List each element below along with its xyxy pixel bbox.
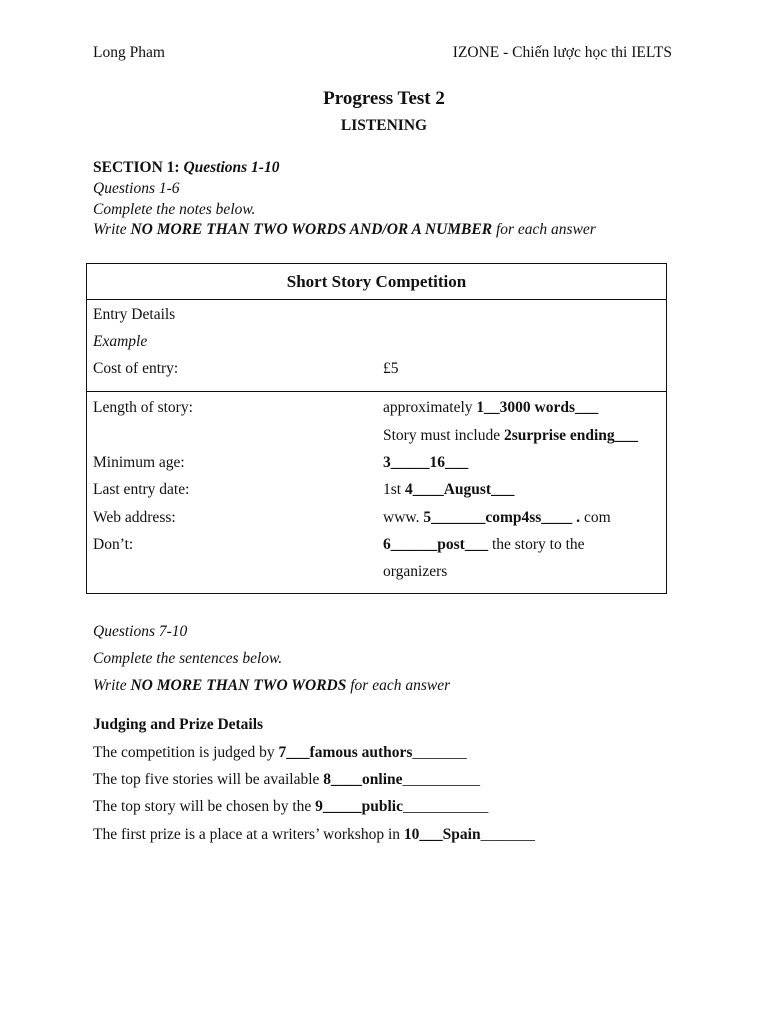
sentence-pre: The competition is judged by — [93, 744, 279, 761]
question-number: 2 — [503, 427, 512, 444]
section1-word-limit — [93, 221, 596, 239]
header-organization: IZONE - Chiến lược học thi IELTS — [452, 44, 672, 61]
sentence-item — [93, 771, 480, 789]
table-divider — [87, 391, 666, 392]
sentence-pre: The first prize is a place at a writers’ workshop in — [93, 826, 404, 843]
answer-text: _______comp4ss____ . — [431, 509, 581, 526]
entry-details-label: Entry Details — [93, 306, 176, 323]
row-answer — [383, 563, 447, 581]
judging-heading: Judging and Prize Details — [93, 716, 264, 733]
cost-label: Cost of entry: — [93, 360, 179, 377]
question-number: 7 — [278, 744, 287, 761]
sentence-post: _______ — [412, 744, 467, 761]
word-limit-bold: NO MORE THAN TWO WORDS — [130, 677, 347, 694]
row-answer — [383, 454, 468, 472]
question-number: 5 — [423, 509, 432, 526]
question-number: 4 — [404, 481, 413, 498]
word-limit-bold: NO MORE THAN TWO WORDS AND/OR A NUMBER — [130, 221, 493, 238]
notes-table — [86, 263, 667, 594]
sentence-pre: The top five stories will be available — [93, 771, 324, 788]
question-number: 10 — [403, 826, 420, 843]
row-pre: approximately — [383, 399, 477, 416]
answer-text: _____public — [322, 798, 403, 815]
row-pre: Story must include — [383, 427, 504, 444]
word-limit-suffix: for each answer — [495, 221, 596, 238]
row-label: Don’t: — [93, 536, 134, 553]
section1-subheading: Questions 1-6 — [93, 180, 180, 197]
answer-text: surprise ending___ — [511, 427, 638, 444]
sentence-item — [93, 744, 467, 762]
row-label: Minimum age: — [93, 454, 185, 471]
row-answer — [383, 481, 514, 499]
sentence-post: ___________ — [402, 798, 489, 815]
answer-text: _____16___ — [390, 454, 469, 471]
row-pre: www. — [383, 509, 424, 526]
word-limit-prefix: Write — [93, 677, 127, 694]
row-label: Length of story: — [93, 399, 193, 416]
question-number: 6 — [383, 536, 391, 553]
row-pre: organizers — [383, 563, 448, 580]
row-label: Web address: — [93, 509, 176, 526]
row-answer — [383, 427, 638, 445]
table-title: Short Story Competition — [87, 264, 666, 300]
row-post: the story to the — [488, 536, 585, 553]
question-number: 3 — [383, 454, 391, 471]
question-number: 8 — [323, 771, 332, 788]
section2-word-limit — [93, 677, 450, 695]
row-answer — [383, 399, 598, 417]
header-author: Long Pham — [93, 44, 165, 61]
row-label: Last entry date: — [93, 481, 190, 498]
question-number: 1 — [476, 399, 485, 416]
example-label: Example — [93, 333, 148, 350]
sentence-pre: The top story will be chosen by the — [93, 798, 316, 815]
answer-text: ___Spain — [419, 826, 481, 843]
section1-instruction: Complete the notes below. — [93, 201, 256, 218]
question-number: 9 — [315, 798, 323, 815]
answer-text: ____online — [331, 771, 403, 788]
sentence-item — [93, 826, 535, 844]
row-post: com — [580, 509, 611, 526]
page-subtitle: LISTENING — [340, 117, 428, 134]
section2-subheading: Questions 7-10 — [93, 623, 188, 640]
row-pre: 1st — [383, 481, 405, 498]
word-limit-suffix: for each answer — [350, 677, 451, 694]
section1-questions: Questions 1-10 — [183, 159, 280, 176]
section1-heading — [93, 159, 279, 177]
sentence-post: _______ — [480, 826, 535, 843]
sentence-post: __________ — [402, 771, 481, 788]
section1-label: SECTION 1: — [93, 159, 180, 176]
section2-instruction: Complete the sentences below. — [93, 650, 283, 667]
sentence-item — [93, 798, 488, 816]
answer-text: __3000 words___ — [484, 399, 599, 416]
word-limit-prefix: Write — [93, 221, 127, 238]
answer-text: ____August___ — [412, 481, 515, 498]
cost-value: £5 — [383, 360, 399, 377]
row-answer — [383, 509, 611, 527]
answer-text: ______post___ — [390, 536, 489, 553]
answer-text: ___famous authors — [286, 744, 413, 761]
row-answer — [383, 536, 585, 554]
page-title: Progress Test 2 — [323, 88, 445, 109]
